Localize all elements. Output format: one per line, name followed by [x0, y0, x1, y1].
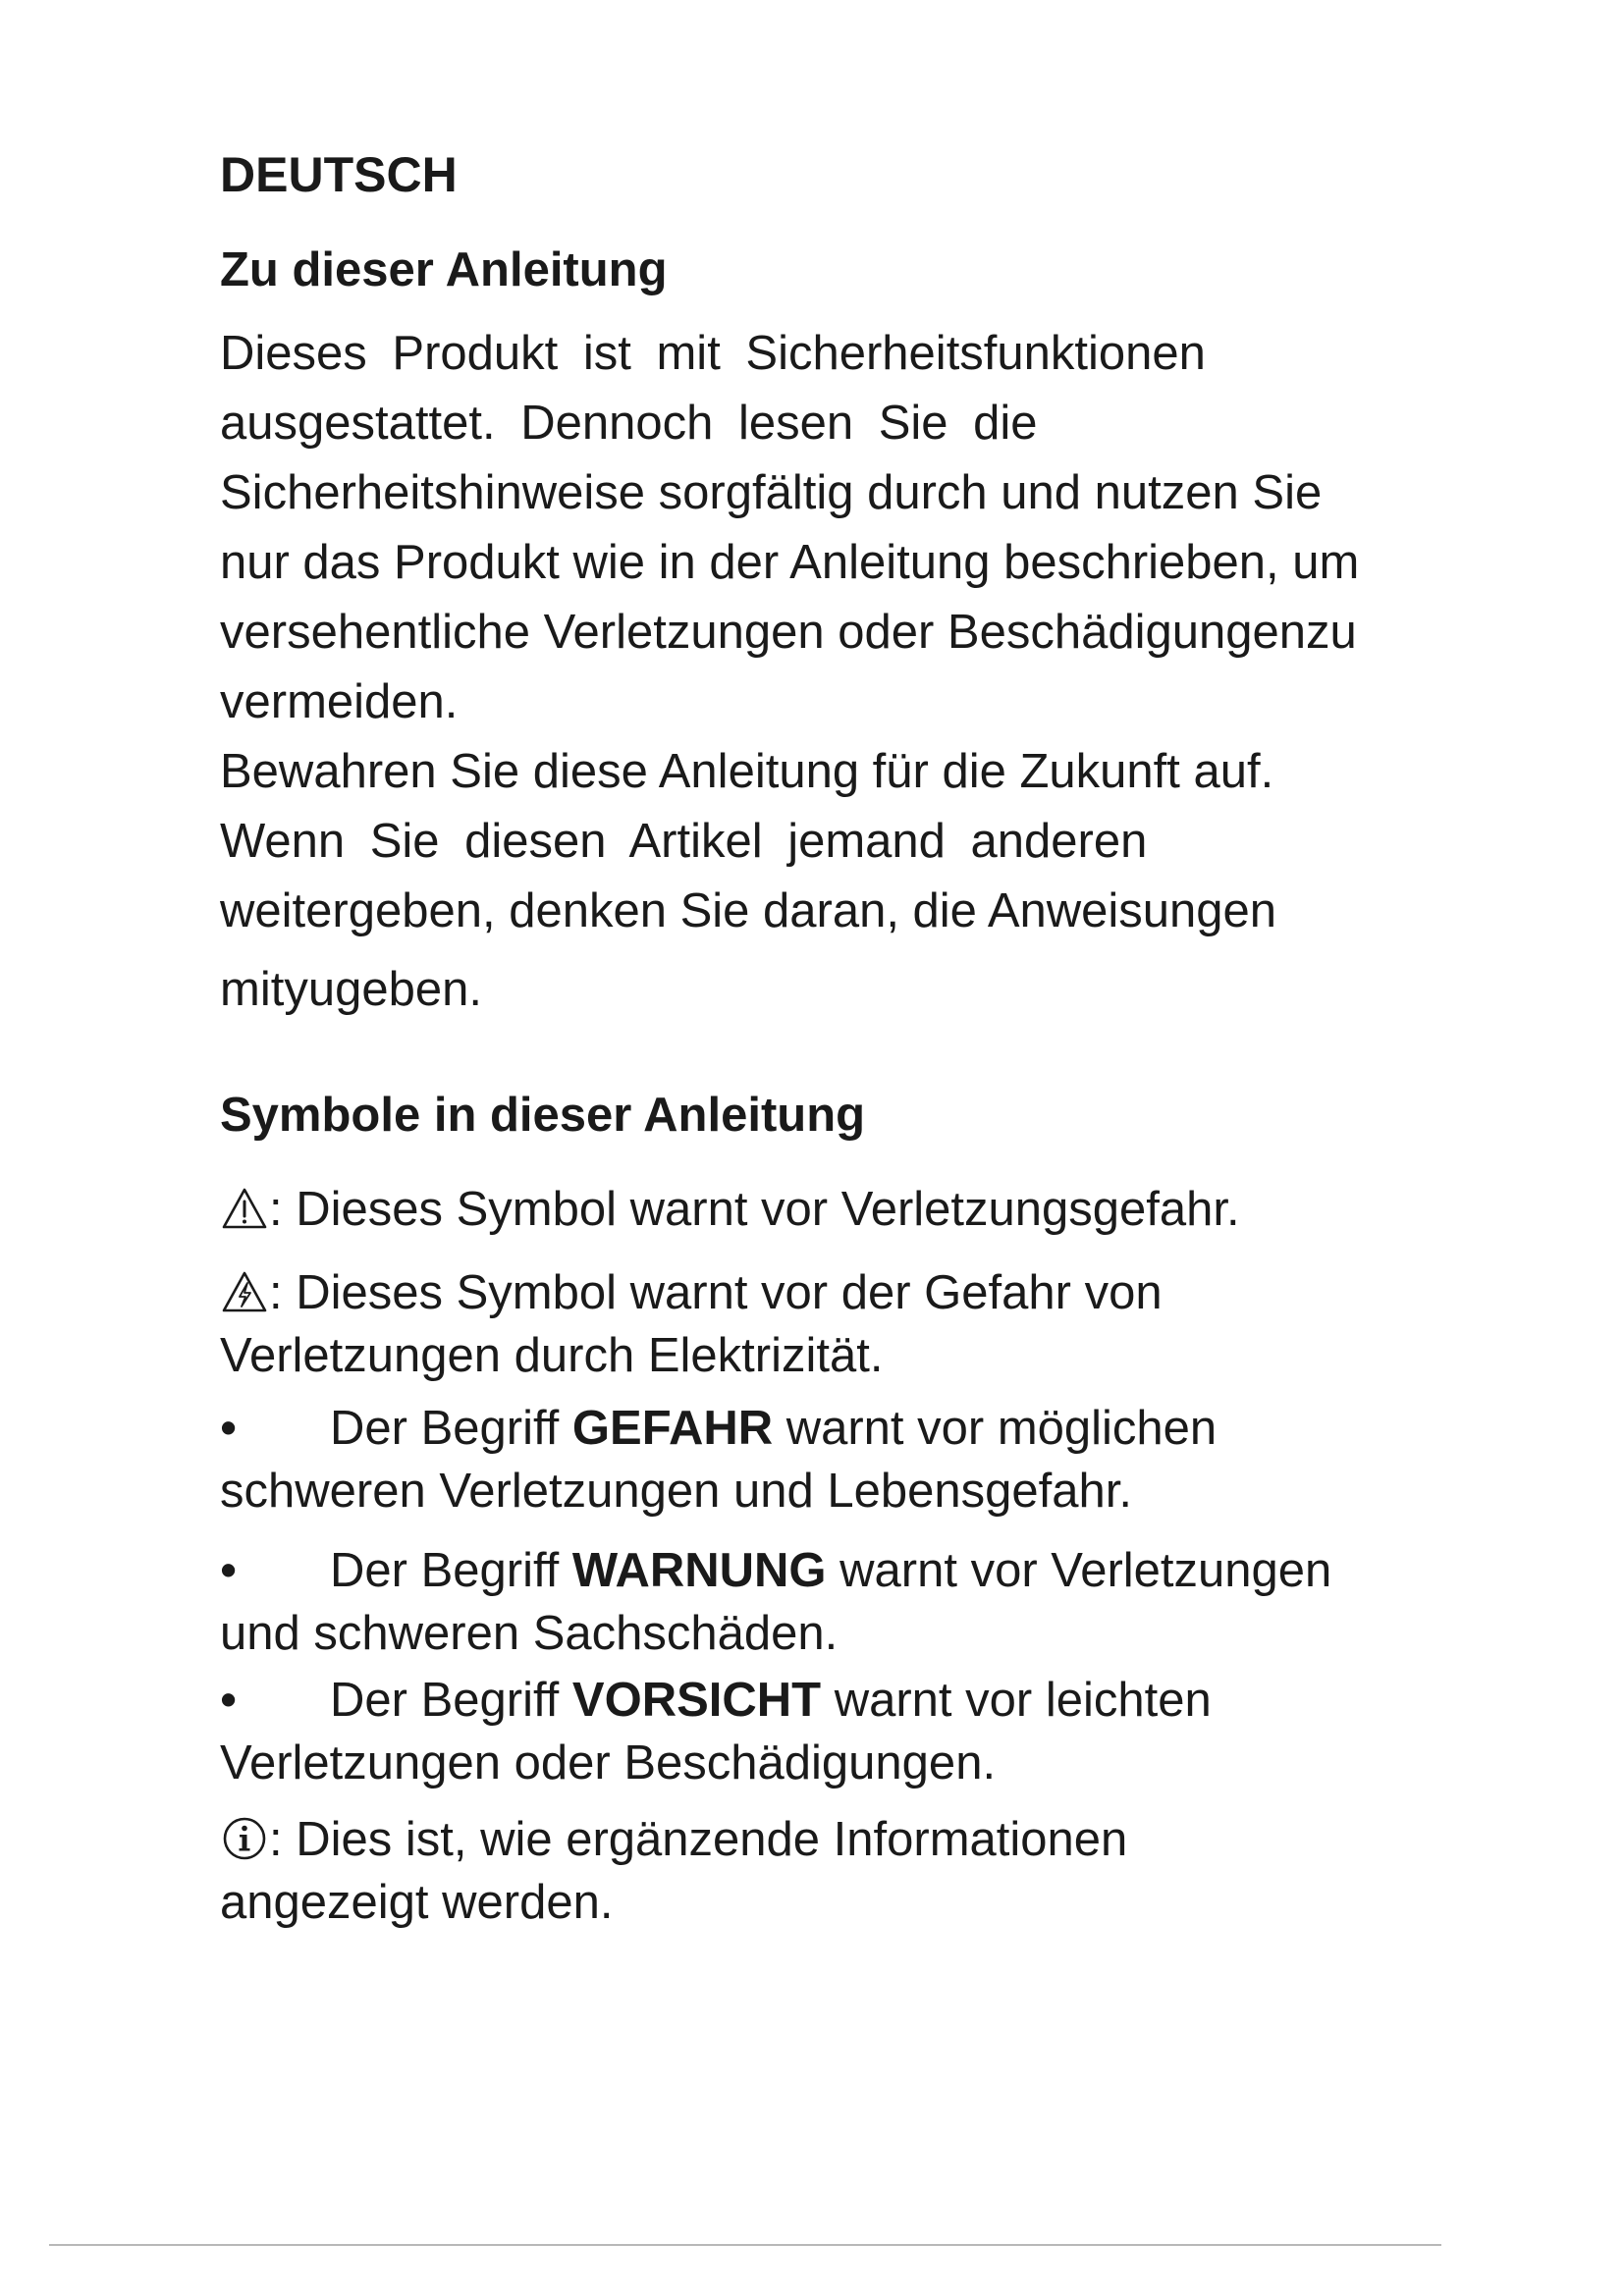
intro-line: Wenn Sie diesen Artikel jemand anderen: [220, 815, 1148, 868]
intro-line: Sicherheitshinweise sorgfältig durch und nutzen Sie: [220, 466, 1323, 519]
bullet-continuation: und schweren Sachschäden.: [220, 1607, 839, 1660]
symbol-electric-text-cont: Verletzungen durch Elektrizität.: [220, 1329, 884, 1382]
intro-line: mityugeben.: [220, 963, 482, 1016]
warning-triangle-icon: [220, 1186, 269, 1231]
intro-line: ausgestattet. Dennoch lesen Sie die: [220, 397, 1038, 450]
language-label: DEUTSCH: [220, 147, 458, 202]
bullet-prefix: Der Begriff: [330, 1674, 572, 1727]
bullet-term: WARNUNG: [571, 1544, 827, 1597]
bullet-gefahr: [220, 1397, 1457, 1522]
bullet-prefix: Der Begriff: [330, 1402, 572, 1455]
electric-warning-triangle-icon: [220, 1269, 269, 1314]
intro-paragraph: [220, 319, 1457, 1031]
bullet-suffix: warnt vor möglichen: [773, 1402, 1218, 1455]
bullet-marker: •: [220, 1674, 238, 1727]
section-heading-about: Zu dieser Anleitung: [220, 243, 668, 296]
bullet-term: VORSICHT: [571, 1674, 822, 1727]
bullet-marker: •: [220, 1402, 238, 1455]
symbol-warning-row: [220, 1178, 1457, 1241]
intro-line: Bewahren Sie diese Anleitung für die Zukunft auf.: [220, 745, 1274, 798]
bullet-continuation: schweren Verletzungen und Lebensgefahr.: [220, 1465, 1132, 1518]
intro-line: Dieses Produkt ist mit Sicherheitsfunktionen: [220, 327, 1206, 380]
intro-line: versehentliche Verletzungen oder Beschädigungenzu: [220, 606, 1357, 659]
symbol-info-text: : Dies ist, wie ergänzende Informationen: [269, 1813, 1128, 1866]
bullet-suffix: warnt vor Verletzungen: [826, 1544, 1332, 1597]
bullet-warnung: [220, 1539, 1457, 1665]
symbol-electric-text: : Dieses Symbol warnt vor der Gefahr von: [269, 1266, 1163, 1319]
section-heading-symbols: Symbole in dieser Anleitung: [220, 1089, 866, 1142]
bullet-prefix: Der Begriff: [330, 1544, 572, 1597]
intro-line: weitergeben, denken Sie daran, die Anweisungen: [220, 884, 1277, 937]
bullet-term: GEFAHR: [571, 1402, 774, 1455]
symbol-warning-text: : Dieses Symbol warnt vor Verletzungsgefahr.: [269, 1183, 1240, 1236]
symbol-info-row: [220, 1808, 1457, 1934]
bullet-vorsicht: [220, 1669, 1457, 1794]
symbol-info-text-cont: angezeigt werden.: [220, 1876, 614, 1929]
bullet-suffix: warnt vor leichten: [821, 1674, 1212, 1727]
bullet-marker: •: [220, 1544, 238, 1597]
symbol-electric-row: [220, 1261, 1457, 1387]
intro-line: nur das Produkt wie in der Anleitung beschrieben, um: [220, 536, 1360, 589]
info-circle-icon: [220, 1816, 269, 1861]
bullet-continuation: Verletzungen oder Beschädigungen.: [220, 1736, 997, 1789]
intro-line: vermeiden.: [220, 675, 459, 728]
footer-divider: [49, 2244, 1441, 2246]
